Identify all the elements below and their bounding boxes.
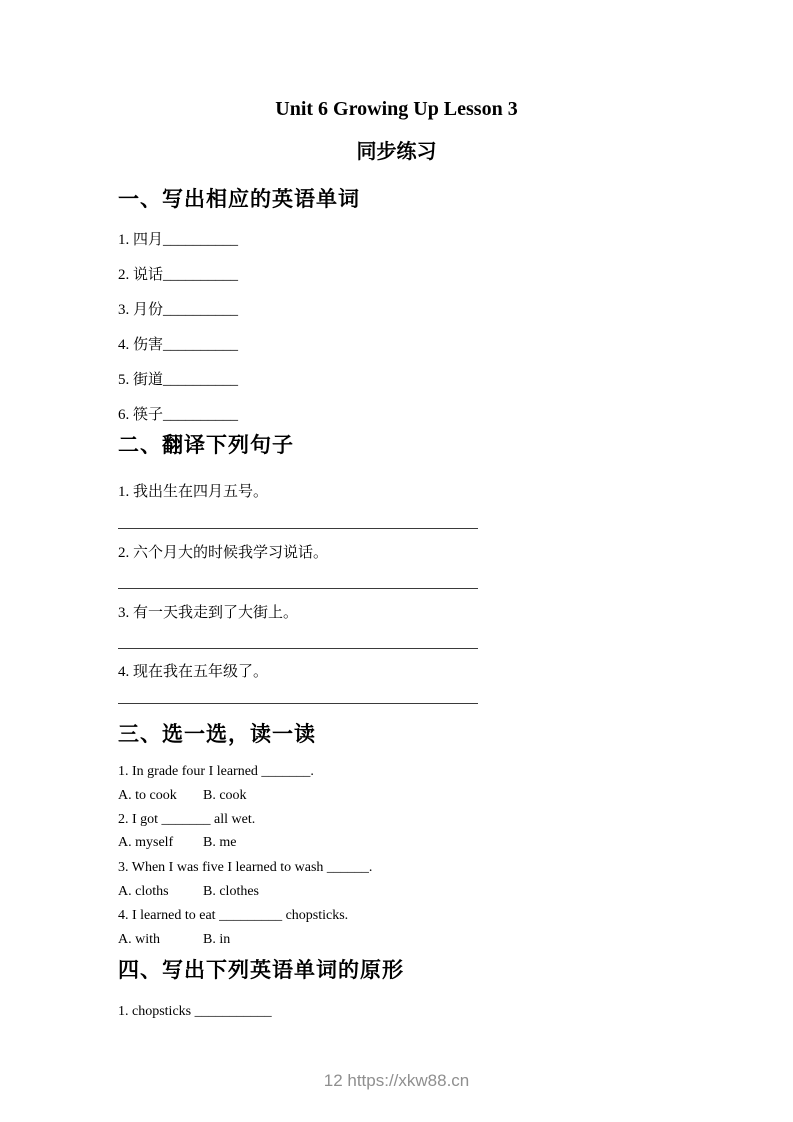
section-one-heading: 一、写出相应的英语单词 [118,188,360,211]
answer-line-2 [118,588,478,589]
word-item-6: 6. 筷子__________ [118,407,239,423]
word-item-3: 3. 月份__________ [118,302,239,318]
choice-question-2: 2. I got _______ all wet. [118,812,256,827]
option-a-3: A. cloths [118,884,169,899]
word-item-2: 2. 说话__________ [118,267,239,283]
translate-item-3: 3. 有一天我走到了大街上。 [118,605,299,621]
choice-question-1: 1. In grade four I learned _______. [118,764,314,779]
word-item-1: 1. 四月__________ [118,232,239,248]
translate-item-1: 1. 我出生在四月五号。 [118,484,269,500]
section-three-heading: 三、选一选，读一读 [118,723,316,746]
choice-options-1 [118,786,247,806]
translate-item-4: 4. 现在我在五年级了。 [118,664,269,680]
section-two-heading: 二、翻译下列句子 [118,434,294,457]
choice-options-3 [118,882,259,902]
section-four-heading: 四、写出下列英语单词的原形 [118,959,404,982]
answer-line-4 [118,703,478,704]
option-a-1: A. to cook [118,788,177,803]
option-b-4: B. in [203,932,231,947]
choice-question-4: 4. I learned to eat _________ chopsticks. [118,908,349,923]
option-a-4: A. with [118,932,160,947]
answer-line-3 [118,648,478,649]
option-b-3: B. clothes [203,884,259,899]
choice-question-3: 3. When I was five I learned to wash ______. [118,860,373,875]
choice-options-2 [118,833,236,853]
choice-options-4 [118,930,230,950]
option-b-1: B. cook [203,788,247,803]
translate-item-2: 2. 六个月大的时候我学习说话。 [118,545,329,561]
word-item-4: 4. 伤害__________ [118,337,239,353]
word-item-5: 5. 街道__________ [118,372,239,388]
option-a-2: A. myself [118,835,174,850]
page-footer: 12 https://xkw88.cn [323,1071,470,1090]
base-form-item-1: 1. chopsticks ___________ [118,1004,272,1019]
page-title: Unit 6 Growing Up Lesson 3 [275,98,518,120]
option-b-2: B. me [203,835,237,850]
answer-line-1 [118,528,478,529]
page-subtitle: 同步练习 [356,141,437,163]
